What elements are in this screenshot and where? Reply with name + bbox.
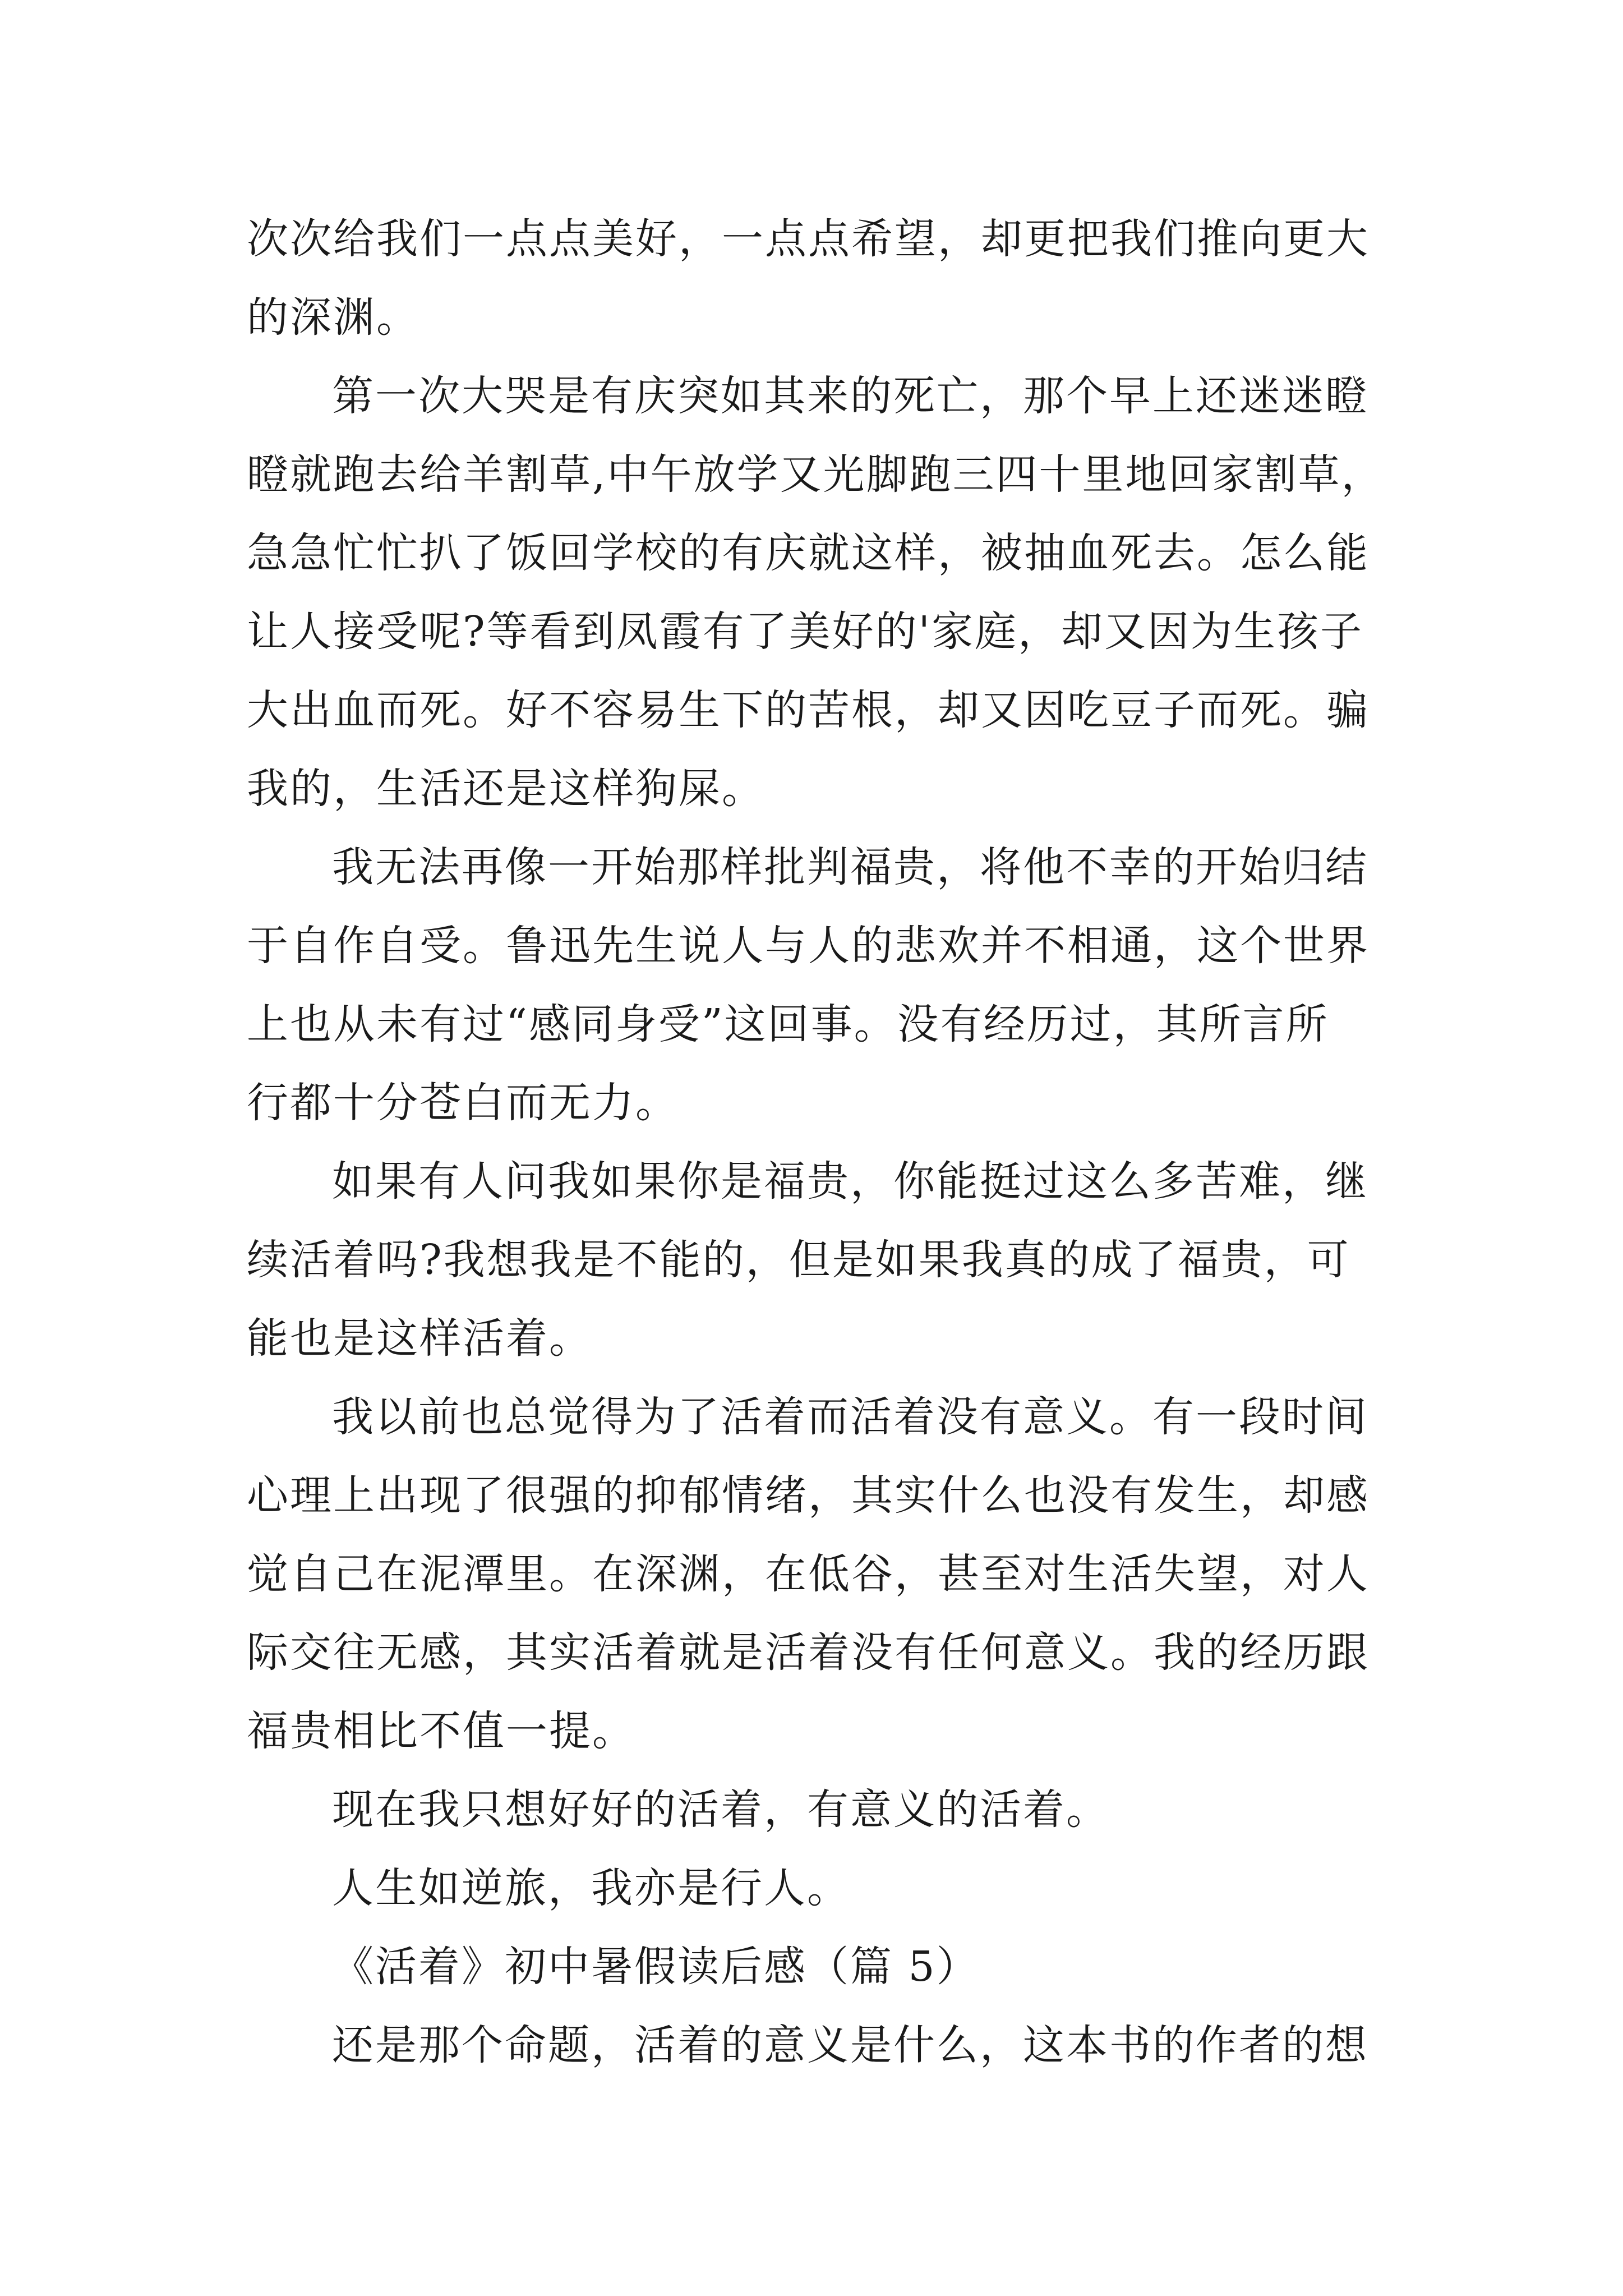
paragraph-start-line: 我无法再像一开始那样批判福贵，将他不幸的开始归结	[332, 843, 1368, 891]
text-line: 瞪就跑去给羊割草,中午放学又光脚跑三四十里地回家割草，	[247, 450, 1385, 499]
paragraph-start-line: 人生如逆旅，我亦是行人。	[332, 1864, 850, 1912]
text-line: 际交往无感，其实活着就是活着没有任何意义。我的经历跟	[247, 1628, 1370, 1677]
text-line: 于自作自受。鲁迅先生说人与人的悲欢并不相通，这个世界	[247, 922, 1370, 970]
text-line: 我的，生活还是这样狗屎。	[247, 765, 765, 813]
paragraph-start-line: 还是那个命题，活着的意义是什么，这本书的作者的想	[332, 2021, 1368, 2069]
text-line: 能也是这样活着。	[247, 1314, 592, 1363]
text-line: 的深渊。	[247, 293, 419, 342]
paragraph-start-line: 第一次大哭是有庆突如其来的死亡，那个早上还迷迷瞪	[332, 372, 1368, 420]
text-line: 急急忙忙扒了饭回学校的有庆就这样，被抽血死去。怎么能	[247, 529, 1370, 577]
text-line: 大出血而死。好不容易生下的苦根，却又因吃豆子而死。骗	[247, 686, 1370, 734]
text-line: 次次给我们一点点美好，一点点希望，却更把我们推向更大	[247, 215, 1370, 263]
paragraph-start-line: 我以前也总觉得为了活着而活着没有意义。有一段时间	[332, 1393, 1368, 1441]
section-heading: 《活着》初中暑假读后感（篇 5）	[332, 1943, 980, 1991]
body-text	[247, 200, 1396, 2085]
text-line: 上也从未有过“感同身受”这回事。没有经历过，其所言所	[247, 1000, 1329, 1048]
text-line: 让人接受呢?等看到凤霞有了美好的'家庭，却又因为生孩子	[247, 608, 1364, 656]
paragraph-start-line: 如果有人问我如果你是福贵，你能挺过这么多苦难，继	[332, 1157, 1368, 1205]
text-line: 觉自己在泥潭里。在深渊，在低谷，甚至对生活失望，对人	[247, 1550, 1370, 1598]
paragraph-start-line: 现在我只想好好的活着，有意义的活着。	[332, 1786, 1109, 1834]
text-line: 续活着吗?我想我是不能的，但是如果我真的成了福贵，可	[247, 1236, 1350, 1284]
text-line: 行都十分苍白而无力。	[247, 1079, 679, 1127]
text-line: 福贵相比不值一提。	[247, 1707, 635, 1755]
text-line: 心理上出现了很强的抑郁情绪，其实什么也没有发生，却感	[247, 1471, 1370, 1520]
